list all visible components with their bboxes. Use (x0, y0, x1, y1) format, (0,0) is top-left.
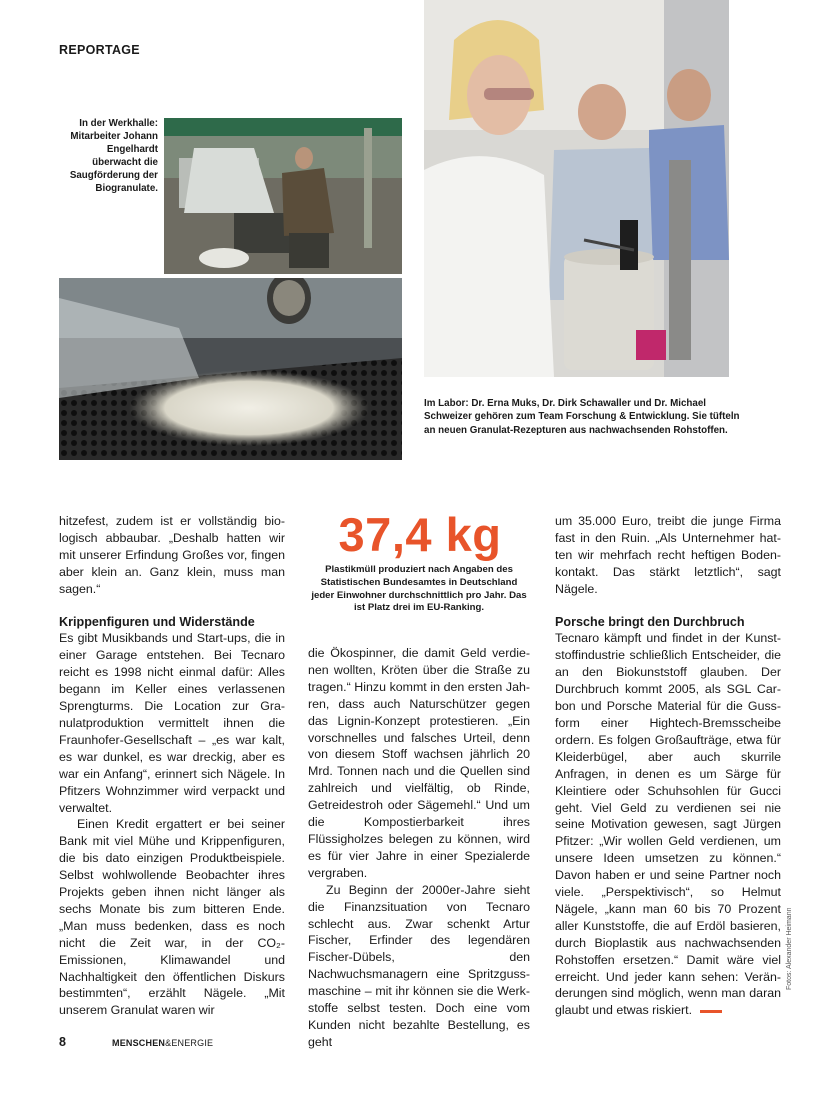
text-column-2 (308, 645, 530, 1051)
photo-credit: Fotos: Alexander Heimann (786, 907, 793, 990)
paragraph: Es gibt Musikbands und Start-ups, die in einer Garage entstehen. Bei Tecnaro reicht es 1998 nicht einmal dafür: Alles begann im Keller eines verlassenen Sprengturms. Die Location zur Granulatproduktion vermittelt ihnen die Fraunhofer-Gesellschaft – „es war kalt, es war dunkel, es war dreckig, aber es war ein Anfang“, erinnert sich Nägele. In Pfitzers Wohnzimmer wird verpackt und verwaltet. (59, 631, 285, 815)
caption-werkhalle: In der Werkhalle: Mitarbeiter Johann Engelhardt überwacht die Saugförderung der Biogranulate. (69, 118, 158, 194)
paragraph (555, 630, 781, 1019)
end-mark (700, 1010, 722, 1013)
paragraph: um 35.000 Euro, treibt die junge Firma fast in den Ruin. „Als Unternehmer hatten wir mehrfach recht heftigen Bodenkontakt. Das stärkt letztlich“, sagt Nägele. (555, 514, 781, 596)
subheading: Porsche bringt den Durchbruch (555, 614, 745, 629)
magazine-name (112, 1038, 213, 1048)
paragraph: Einen Kredit ergattert er bei seiner Bank mit viel Mühe und Krippenfiguren, die bis dato einzigen Produktbeispiele. Selbst wohlwollende Beobachter ihres Projekts geben ihnen nicht länger als sechs Monate bis zum bitteren Ende. „Man muss bedenken, dass es noch nicht die Zeit war, in der CO₂-Emissionen, Klimawandel und Nachhaltigkeit den öffentlichen Diskurs bestimmten“, erzählt Nägele. „Mit unserem Granulat waren wir (59, 817, 285, 1018)
magazine-name-b: ENERGIE (171, 1038, 214, 1048)
section-label: REPORTAGE (59, 43, 140, 57)
paragraph: Zu Beginn der 2000er-Jahre sieht die Finanzsituation von Tecnaro schlecht aus. Zwar schenkt Artur Fischer, Erfinder des legendären Fischer-Dübels, den Nachwuchsmanagern eine Spritzgussmaschine – mit ihr können sie die Werkstoffe selbst testen. Doch eine vom Kunden nicht bezahlte Bestellung, es geht (308, 882, 530, 1049)
page-number: 8 (59, 1035, 66, 1049)
photo-granulat (59, 278, 402, 460)
paragraph: die Ökospinner, die damit Geld verdienen wollten, Kröten über die Straße zu tragen.“ Hinzu kommt in den ersten Jahren, dass auch Naturschützer gegen das Lignin-Konzept protestieren. „Ein vorschnelles und falsches Urteil, denn von diesem Stoff wachsen jährlich 20 Mrd. Tonnen nach und die Quellen sind zahlreich und vielfältig, ob Rinde, Getreidestroh oder Sägemehl.“ Und um die Kompostierbarkeit ihres Flüssigholzes belegen zu können, wird es für vier Jahre in einer Spezialerde vergraben. (308, 646, 530, 880)
subheading: Krippenfiguren und Widerstände (59, 614, 255, 629)
magazine-amp: & (165, 1038, 172, 1048)
magazine-name-a: MENSCHEN (112, 1038, 166, 1048)
caption-labor: Im Labor: Dr. Erna Muks, Dr. Dirk Schawaller und Dr. Michael Schweizer gehören zum Team Forschung & Entwicklung. Sie tüfteln an neuen Granulat-Rezepturen aus nachwachsenden Rohstoffen. (424, 398, 740, 436)
paragraph-text: Tecnaro kämpft und findet in der Kunststoffindustrie schließlich Entscheider, die an den Biokunststoff glauben. Der Durchbruch kommt 2005, als SGL Carbon und Porsche Material für die Gussform einer Hightech-Bremsscheibe ordern. Es folgen Großaufträge, etwa für Kleiderbügel, aber auch skurrile Anfragen, in denen es um Särge für Kleintiere oder Schuhsohlen für Gucci geht. Viel Geld zu verdienen sei nie seine Motivation gewesen, sagt Jürgen Pfitzer: „Wir wollen Geld verdienen, um unsere Ideen umsetzen zu können.“ Davon haben er und seine Partner noch viele. „Perspektivisch“, so Helmut Nägele, „kann man 60 bis 70 Prozent aller Kunststoffe, die auf Erdöl basieren, durch Bioplastik aus nachwachsenden Rohstoffen ersetzen.“ Damit wäre viel erreicht. Und jeder kann sehen: Veränderungen sind möglich, wenn man daran glaubt und etwas riskiert. (555, 631, 781, 1018)
paragraph: hitzefest, zudem ist er vollständig biologisch abbaubar. „Deshalb hatten wir mit unserer Erfindung Großes vor, fingen aber klein an. Ganz klein, muss man sagen.“ (59, 514, 285, 596)
fact-value: 37,4 kg (338, 508, 502, 561)
text-column-3 (555, 513, 781, 1019)
photo-werkhalle (164, 118, 402, 274)
fact-text: Plastikmüll produziert nach Angaben des Statistischen Bundesamtes in Deutschland jeder Einwohner durchschnittlich pro Jahr. Das ist Platz drei im EU-Ranking. (311, 564, 527, 614)
photo-labor (424, 0, 729, 377)
text-column-1 (59, 513, 285, 1019)
